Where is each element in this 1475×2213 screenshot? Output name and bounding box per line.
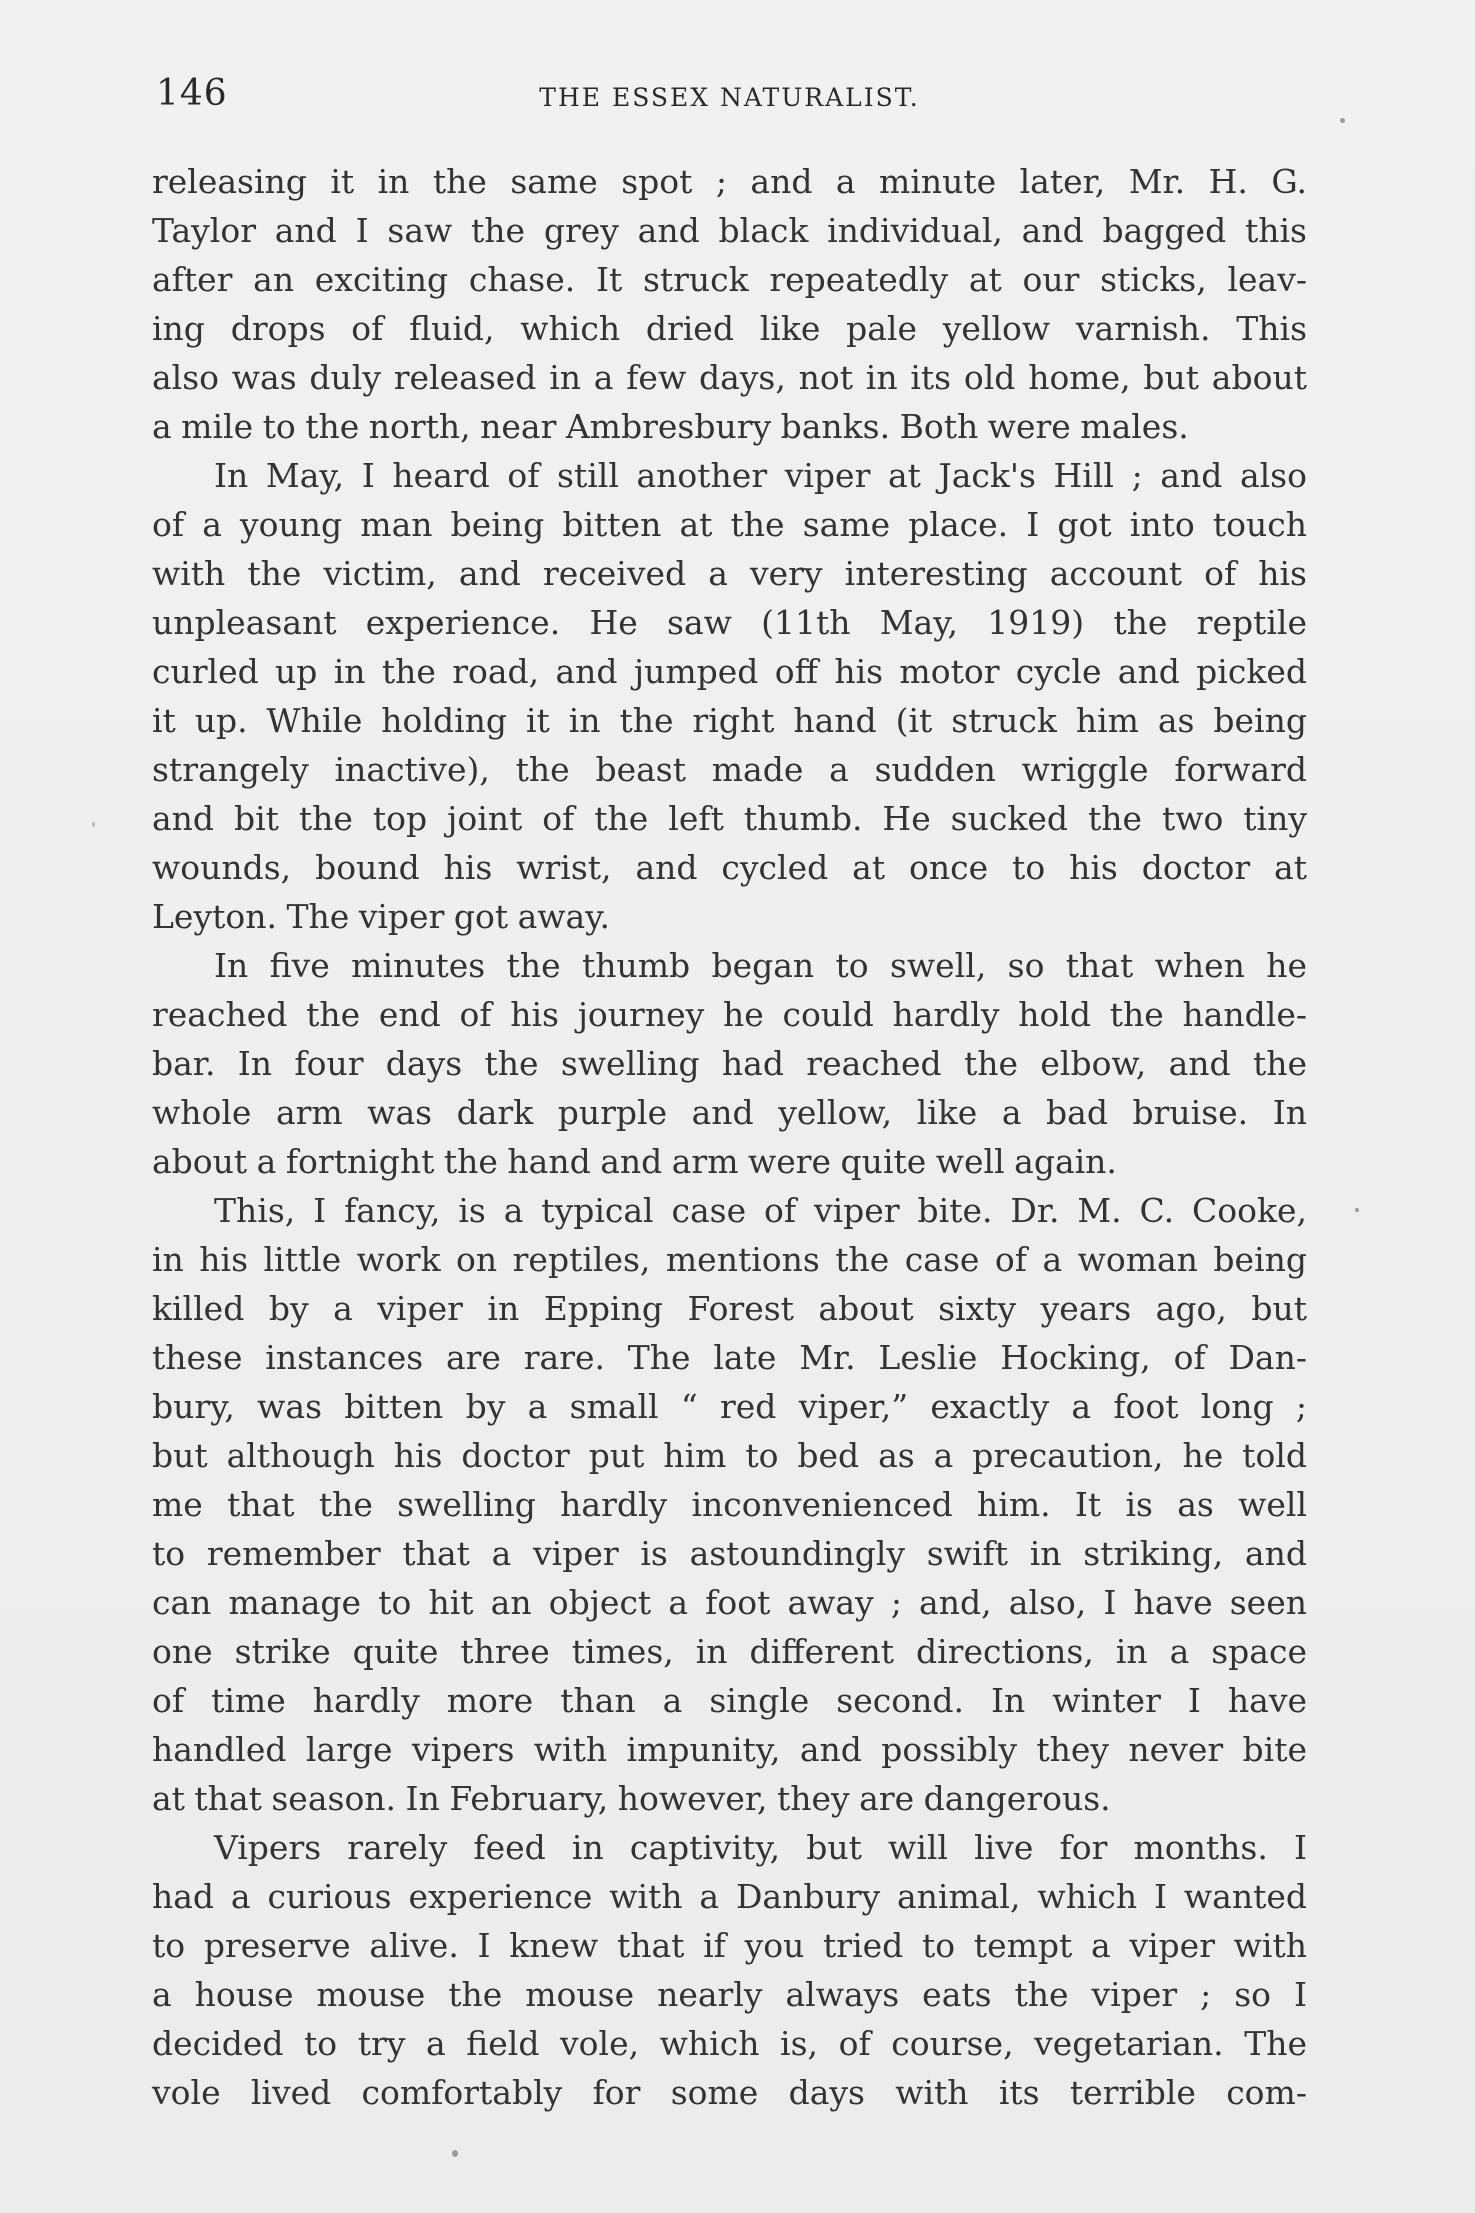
text-line: a house mouse the mouse nearly always eats the viper ; so I <box>152 1975 1307 2014</box>
body-text <box>152 157 1307 2117</box>
text-line: This, I fancy, is a typical case of viper bite. Dr. M. C. Cooke, <box>214 1191 1307 1230</box>
text-line: Vipers rarely feed in captivity, but will live for months. I <box>214 1828 1307 1867</box>
text-line: about a fortnight the hand and arm were quite well again. <box>152 1142 1117 1181</box>
text-line: of a young man being bitten at the same place. I got into touch <box>152 505 1307 544</box>
paper-speck <box>452 2150 458 2157</box>
text-line: it up. While holding it in the right hand (it struck him as being <box>152 701 1307 740</box>
text-line: Leyton. The viper got away. <box>152 897 610 936</box>
text-line: me that the swelling hardly inconvenienced him. It is as well <box>152 1485 1307 1524</box>
text-line: strangely inactive), the beast made a sudden wriggle forward <box>152 750 1307 789</box>
text-line: with the victim, and received a very interesting account of his <box>152 554 1307 593</box>
text-line: ing drops of fluid, which dried like pale yellow varnish. This <box>152 309 1307 348</box>
text-line: In May, I heard of still another viper at Jack's Hill ; and also <box>214 456 1307 495</box>
text-line: curled up in the road, and jumped off his motor cycle and picked <box>152 652 1307 691</box>
paper-speck <box>92 822 95 827</box>
paper-speck <box>1355 1208 1359 1212</box>
paper-speck <box>1340 118 1345 123</box>
text-line: whole arm was dark purple and yellow, like a bad bruise. In <box>152 1093 1307 1132</box>
text-line: releasing it in the same spot ; and a minute later, Mr. H. G. <box>152 162 1307 201</box>
text-line: decided to try a field vole, which is, of course, vegetarian. The <box>152 2024 1307 2063</box>
text-line: killed by a viper in Epping Forest about sixty years ago, but <box>152 1289 1307 1328</box>
text-line: to preserve alive. I knew that if you tried to tempt a viper with <box>152 1926 1307 1965</box>
text-line: of time hardly more than a single second. In winter I have <box>152 1681 1307 1720</box>
text-line: also was duly released in a few days, not in its old home, but about <box>152 358 1307 397</box>
text-line: vole lived comfortably for some days with its terrible com- <box>152 2073 1307 2112</box>
text-line: wounds, bound his wrist, and cycled at once to his doctor at <box>152 848 1307 887</box>
text-line: but although his doctor put him to bed as a precaution, he told <box>152 1436 1307 1475</box>
text-line: can manage to hit an object a foot away ; and, also, I have seen <box>152 1583 1307 1622</box>
text-line: had a curious experience with a Danbury animal, which I wanted <box>152 1877 1307 1916</box>
text-line: in his little work on reptiles, mentions the case of a woman being <box>152 1240 1307 1279</box>
text-line: after an exciting chase. It struck repeatedly at our sticks, leav- <box>152 260 1307 299</box>
text-line: Taylor and I saw the grey and black individual, and bagged this <box>152 211 1307 250</box>
text-line: these instances are rare. The late Mr. Leslie Hocking, of Dan- <box>152 1338 1307 1377</box>
text-line: one strike quite three times, in different directions, in a space <box>152 1632 1307 1671</box>
text-line: a mile to the north, near Ambresbury banks. Both were males. <box>152 407 1189 446</box>
text-line: and bit the top joint of the left thumb. He sucked the two tiny <box>152 799 1307 838</box>
running-head <box>152 70 1307 118</box>
text-line: In five minutes the thumb began to swell, so that when he <box>214 946 1307 985</box>
text-line: unpleasant experience. He saw (11th May, 1919) the reptile <box>152 603 1307 642</box>
text-line: reached the end of his journey he could hardly hold the handle- <box>152 995 1307 1034</box>
text-line: bar. In four days the swelling had reached the elbow, and the <box>152 1044 1307 1083</box>
text-line: bury, was bitten by a small “ red viper,” exactly a foot long ; <box>152 1387 1307 1426</box>
text-line: handled large vipers with impunity, and possibly they never bite <box>152 1730 1307 1769</box>
journal-title: THE ESSEX NATURALIST. <box>539 83 920 112</box>
text-line: to remember that a viper is astoundingly swift in striking, and <box>152 1534 1307 1573</box>
page-number: 146 <box>156 73 228 114</box>
text-line: at that season. In February, however, they are dangerous. <box>152 1779 1111 1818</box>
